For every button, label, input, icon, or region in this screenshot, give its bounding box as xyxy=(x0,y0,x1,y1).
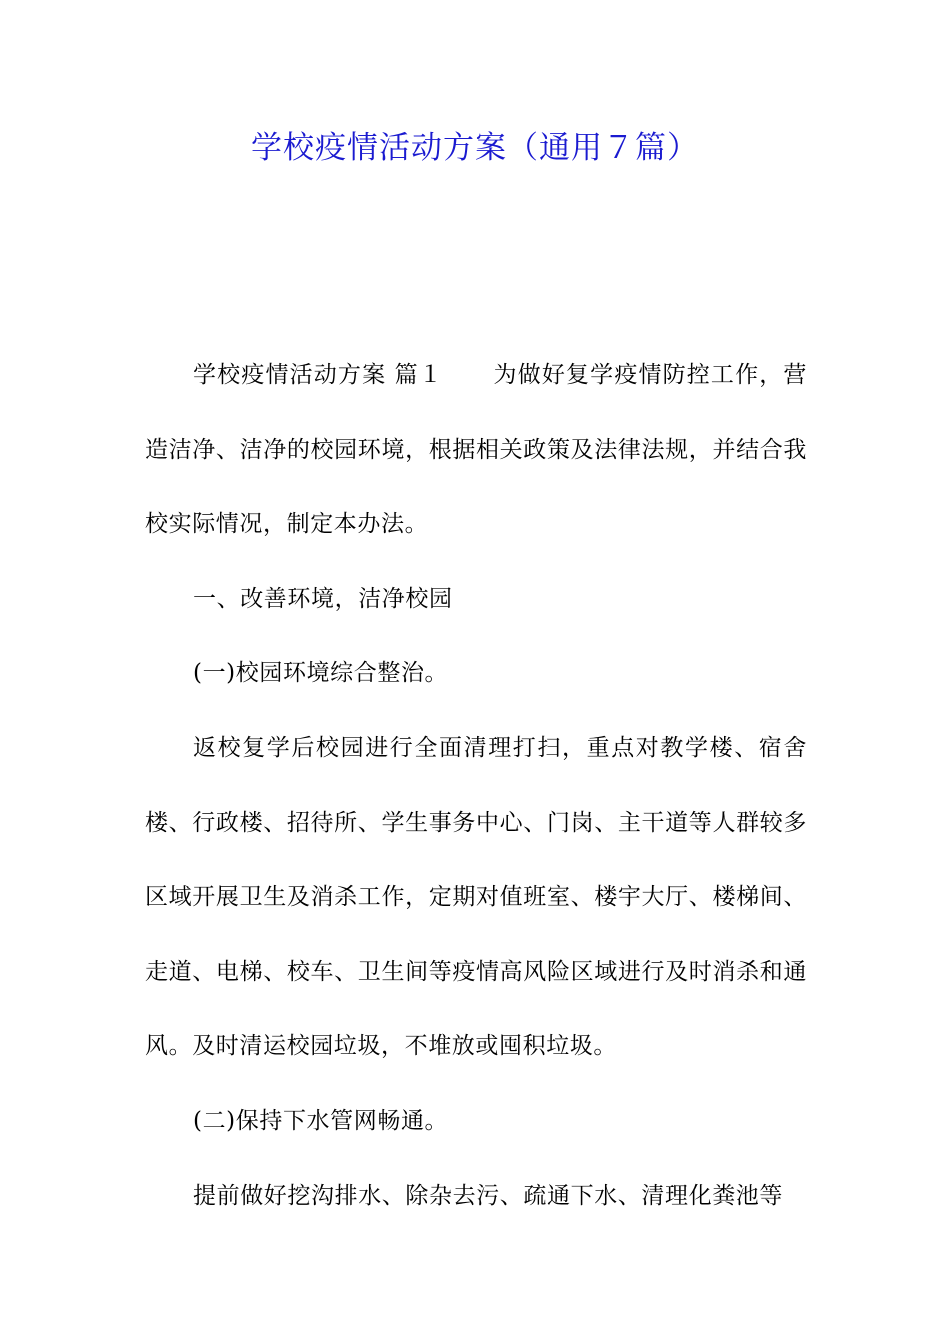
paragraph-subheading-1: (一)校园环境综合整治。 xyxy=(193,660,449,687)
document-title: 学校疫情活动方案（通用７篇） xyxy=(251,130,699,166)
document-body xyxy=(145,338,807,1233)
section-heading: 学校疫情活动方案 篇１ xyxy=(193,362,443,388)
paragraph-subheading-2: (二)保持下水管网畅通。 xyxy=(193,1107,449,1134)
paragraph-body-2: 提前做好挖沟排水、除杂去污、疏通下水、清理化粪池等 xyxy=(193,1182,783,1209)
paragraph-text: 为做好复学疫情防控工作，营造洁净、洁净的校园环境，根据相关政策及法律法规，并结合我校实际情况，制定本办法。 xyxy=(145,362,807,538)
paragraph-heading-1: 一、改善环境，洁净校园 xyxy=(193,585,453,612)
paragraph-body-1: 返校复学后校园进行全面清理打扫，重点对教学楼、宿舍楼、行政楼、招待所、学生事务中心、门岗、主干道等人群较多区域开展卫生及消杀工作，定期对值班室、楼宇大厅、楼梯间、走道、电梯、校车、卫生间等疫情高风险区域进行及时消杀和通风。及时清运校园垃圾，不堆放或囤积垃圾。 xyxy=(145,734,807,1060)
paragraph-intro xyxy=(145,338,807,562)
